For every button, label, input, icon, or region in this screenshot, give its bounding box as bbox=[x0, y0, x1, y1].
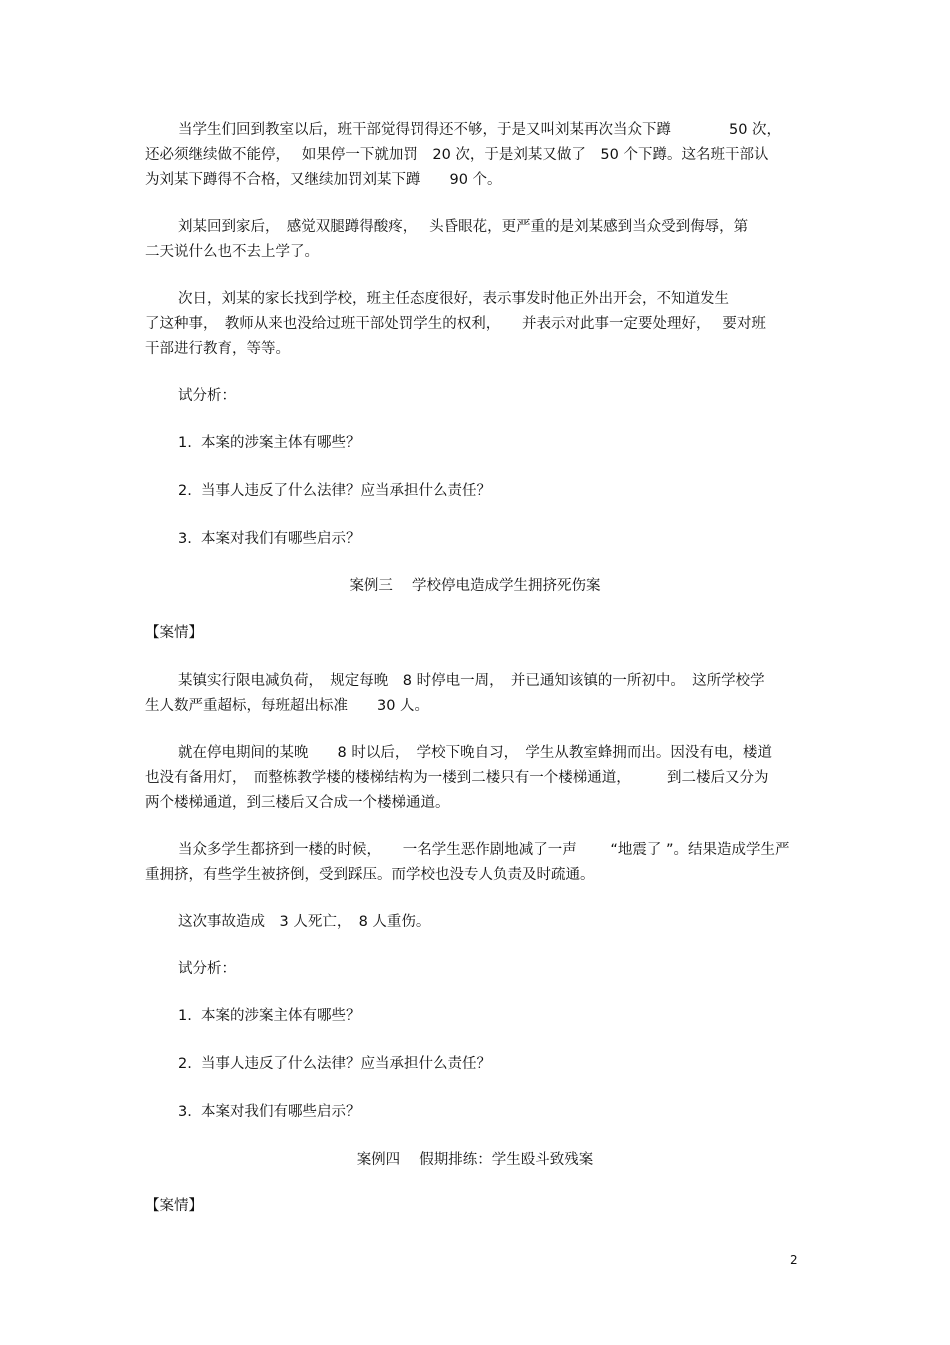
question-item: 3. 本案对我们有哪些启示？ bbox=[178, 531, 361, 547]
paragraph-line: 了这种事， 教师从来也没给过班干部处罚学生的权利， 并表示对此事一定要处理好， 要对班 bbox=[145, 316, 766, 332]
paragraph-line: 也没有备用灯， 而整栋教学楼的楼梯结构为一楼到二楼只有一个楼梯通道， 到二楼后又分为 bbox=[145, 770, 769, 786]
section-label: 【案情】 bbox=[145, 625, 203, 641]
paragraph-line: 重拥挤，有些学生被挤倒，受到踩压。而学校也没专人负责及时疏通。 bbox=[145, 867, 595, 883]
paragraph-line: 生人数严重超标，每班超出标准 30 人。 bbox=[145, 698, 430, 714]
paragraph-line: 当众多学生都挤到一楼的时候， 一名学生恶作剧地减了一声 “地震了 ”。结果造成学生严 bbox=[178, 842, 790, 858]
paragraph-line: 为刘某下蹲得不合格，又继续加罚刘某下蹲 90 个。 bbox=[145, 172, 502, 188]
question-item: 2. 当事人违反了什么法律？应当承担什么责任？ bbox=[178, 483, 492, 499]
analysis-prompt: 试分析： bbox=[178, 388, 236, 404]
question-item: 1. 本案的涉案主体有哪些？ bbox=[178, 435, 361, 451]
case-heading: 案例三 学校停电造成学生拥挤死伤案 bbox=[349, 578, 601, 594]
paragraph-line: 当学生们回到教室以后，班干部觉得罚得还不够，于是又叫刘某再次当众下蹲 50 次， bbox=[178, 122, 782, 138]
paragraph-line: 刘某回到家后， 感觉双腿蹲得酸疼， 头昏眼花，更严重的是刘某感到当众受到侮辱，第 bbox=[178, 219, 749, 235]
question-item: 2. 当事人违反了什么法律？应当承担什么责任？ bbox=[178, 1056, 492, 1072]
paragraph-line: 次日，刘某的家长找到学校，班主任态度很好，表示事发时他正外出开会，不知道发生 bbox=[178, 291, 729, 307]
paragraph-line: 还必须继续做不能停， 如果停一下就加罚 20 次，于是刘某又做了 50 个下蹲。这名班干部认 bbox=[145, 147, 769, 163]
section-label: 【案情】 bbox=[145, 1198, 203, 1214]
paragraph-line: 两个楼梯通道，到三楼后又合成一个楼梯通道。 bbox=[145, 795, 450, 811]
case-heading: 案例四 假期排练：学生殴斗致残案 bbox=[356, 1152, 594, 1168]
page-number: 2 bbox=[790, 1253, 798, 1267]
question-item: 3. 本案对我们有哪些启示？ bbox=[178, 1104, 361, 1120]
paragraph-line: 二天说什么也不去上学了。 bbox=[145, 244, 319, 260]
paragraph-line: 干部进行教育，等等。 bbox=[145, 341, 290, 357]
paragraph-line: 就在停电期间的某晚 8 时以后， 学校下晚自习， 学生从教室蜂拥而出。因没有电，楼道 bbox=[178, 745, 772, 761]
paragraph-line: 这次事故造成 3 人死亡， 8 人重伤。 bbox=[178, 914, 431, 930]
paragraph-line: 某镇实行限电减负荷， 规定每晚 8 时停电一周， 并已通知该镇的一所初中。 这所学校学 bbox=[178, 673, 765, 689]
question-item: 1. 本案的涉案主体有哪些？ bbox=[178, 1008, 361, 1024]
analysis-prompt: 试分析： bbox=[178, 961, 236, 977]
